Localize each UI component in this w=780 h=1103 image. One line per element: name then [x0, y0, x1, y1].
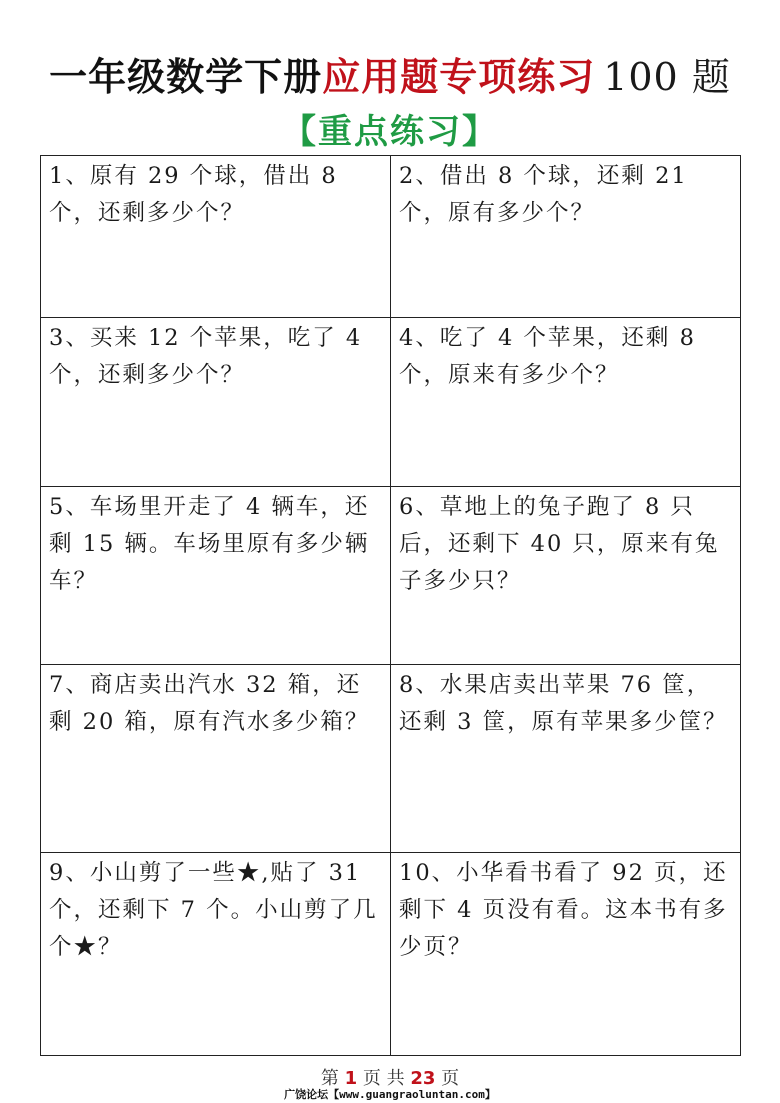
problem-cell-7: 7、商店卖出汽水 32 箱，还剩 20 箱，原有汽水多少箱？: [41, 665, 391, 853]
page-title: [0, 46, 780, 101]
problem-row: [41, 318, 741, 487]
problem-cell-5: 5、车场里开走了 4 辆车，还剩 15 辆。车场里原有多少辆车？: [41, 487, 391, 665]
problem-cell-8: 8、水果店卖出苹果 76 筐，还剩 3 筐，原有苹果多少筐？: [391, 665, 741, 853]
problem-cell-1: 1、原有 29 个球，借出 8 个，还剩多少个？: [41, 156, 391, 318]
page-middle: 页 共: [362, 1068, 405, 1089]
page-suffix: 页: [441, 1068, 460, 1089]
site-credit: 广饶论坛【www.guangraoluntan.com】: [284, 1088, 496, 1101]
problem-cell-2: 2、借出 8 个球，还剩 21 个，原有多少个？: [391, 156, 741, 318]
page-current: 1: [344, 1068, 358, 1089]
title-count: 100 题: [603, 55, 731, 99]
title-prefix: 一年级数学下册: [49, 54, 323, 99]
problem-row: [41, 156, 741, 318]
page-total: 23: [410, 1068, 436, 1089]
problem-cell-4: 4、吃了 4 个苹果，还剩 8 个，原来有多少个？: [391, 318, 741, 487]
problem-grid: [40, 155, 741, 1056]
problem-cell-9: 9、小山剪了一些★,贴了 31 个，还剩下 7 个。小山剪了几个★？: [41, 853, 391, 1056]
problem-row: [41, 665, 741, 853]
problem-row: [41, 853, 741, 1056]
page-subtitle: 【重点练习】: [282, 112, 498, 152]
page-prefix: 第: [320, 1068, 339, 1089]
problem-row: [41, 487, 741, 665]
problem-cell-6: 6、草地上的兔子跑了 8 只后，还剩下 40 只，原来有兔子多少只？: [391, 487, 741, 665]
title-highlight: 应用题专项练习: [322, 54, 596, 99]
problem-cell-3: 3、买来 12 个苹果，吃了 4 个，还剩多少个？: [41, 318, 391, 487]
problem-cell-10: 10、小华看书看了 92 页，还剩下 4 页没有看。这本书有多少页？: [391, 853, 741, 1056]
